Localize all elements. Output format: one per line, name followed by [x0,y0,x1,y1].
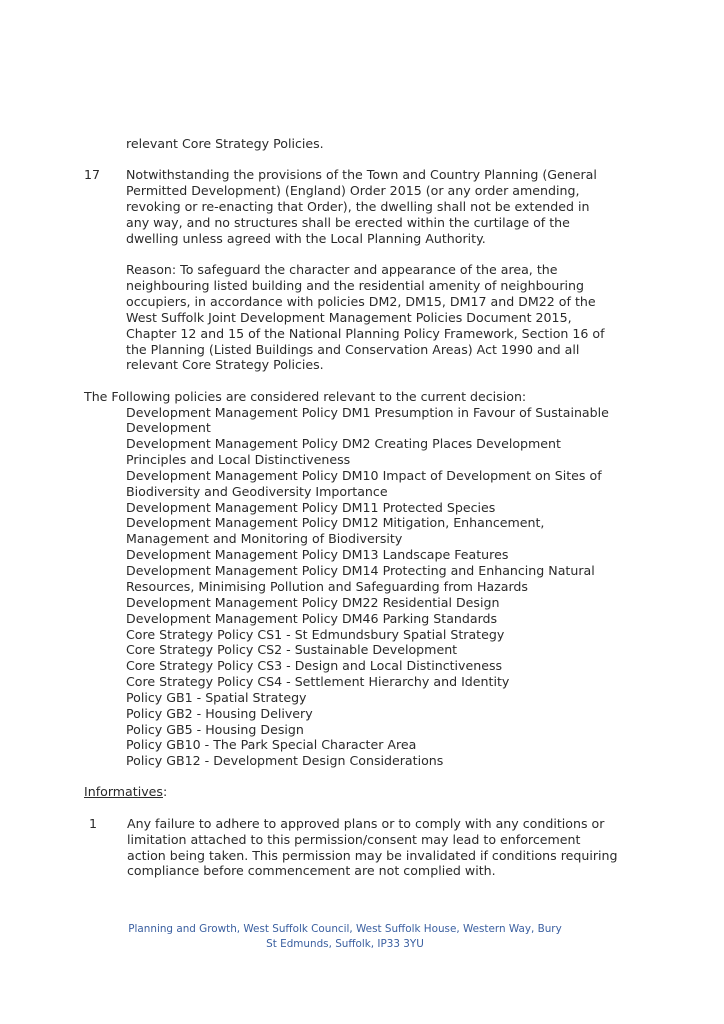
policy-line: Core Strategy Policy CS3 - Design and Local Distinctiveness [126,658,503,673]
policy-line: Development Management Policy DM12 Mitigation, Enhancement, [126,515,545,530]
informative-number: 1 [89,816,98,831]
policy-line: Policy GB5 - Housing Design [126,722,304,737]
condition-line: Permitted Development) (England) Order 2015 (or any order amending, [126,183,580,198]
policy-line: Core Strategy Policy CS1 - St Edmundsbury Spatial Strategy [126,627,505,642]
policy-line: Development Management Policy DM1 Presumption in Favour of Sustainable [126,405,609,420]
policy-line: Development Management Policy DM2 Creating Places Development [126,436,561,451]
informative-line: Any failure to adhere to approved plans or to comply with any conditions or [127,816,605,831]
policy-line: Development Management Policy DM46 Parking Standards [126,611,498,626]
informative-line: action being taken. This permission may be invalidated if conditions requiring [127,848,618,863]
informative-line: limitation attached to this permission/consent may lead to enforcement [127,832,581,847]
reason-line: relevant Core Strategy Policies. [126,357,324,372]
informatives-heading-colon: : [162,784,168,799]
policies-intro: The Following policies are considered relevant to the current decision: [84,389,527,404]
policy-line: Policy GB2 - Housing Delivery [126,706,313,721]
condition-number: 17 [84,167,101,182]
condition-line: dwelling unless agreed with the Local Planning Authority. [126,231,486,246]
reason-line: the Planning (Listed Buildings and Conservation Areas) Act 1990 and all [126,342,580,357]
footer-address-line-1: Planning and Growth, West Suffolk Council, West Suffolk House, Western Way, Bury [128,923,562,935]
informatives-heading [84,784,167,800]
policy-line: Policy GB10 - The Park Special Character Area [126,737,417,752]
top-continuation-text: relevant Core Strategy Policies. [126,136,324,151]
policy-line: Principles and Local Distinctiveness [126,452,351,467]
policy-line: Biodiversity and Geodiversity Importance [126,484,388,499]
condition-line: any way, and no structures shall be erected within the curtilage of the [126,215,570,230]
footer-address-line-2: St Edmunds, Suffolk, IP33 3YU [266,938,424,950]
policy-line: Development Management Policy DM14 Protecting and Enhancing Natural [126,563,595,578]
condition-line: Notwithstanding the provisions of the Town and Country Planning (General [126,167,597,182]
informative-line: compliance before commencement are not complied with. [127,863,496,878]
policy-line: Management and Monitoring of Biodiversity [126,531,403,546]
reason-line: neighbouring listed building and the residential amenity of neighbouring [126,278,584,293]
reason-line: occupiers, in accordance with policies DM2, DM15, DM17 and DM22 of the [126,294,596,309]
reason-line: West Suffolk Joint Development Management Policies Document 2015, [126,310,572,325]
policy-line: Policy GB1 - Spatial Strategy [126,690,307,705]
policy-line: Development Management Policy DM13 Landscape Features [126,547,509,562]
policy-line: Core Strategy Policy CS2 - Sustainable Development [126,642,458,657]
policy-line: Development [126,420,211,435]
policy-line: Resources, Minimising Pollution and Safeguarding from Hazards [126,579,528,594]
informatives-heading-label: Informatives [84,784,163,799]
policy-line: Core Strategy Policy CS4 - Settlement Hierarchy and Identity [126,674,510,689]
policy-line: Development Management Policy DM22 Residential Design [126,595,500,610]
policy-line: Development Management Policy DM10 Impact of Development on Sites of [126,468,602,483]
reason-line: Reason: To safeguard the character and appearance of the area, the [126,262,558,277]
condition-line: revoking or re-enacting that Order), the dwelling shall not be extended in [126,199,590,214]
policy-line: Development Management Policy DM11 Protected Species [126,500,496,515]
policy-line: Policy GB12 - Development Design Considerations [126,753,444,768]
reason-line: Chapter 12 and 15 of the National Planning Policy Framework, Section 16 of [126,326,605,341]
